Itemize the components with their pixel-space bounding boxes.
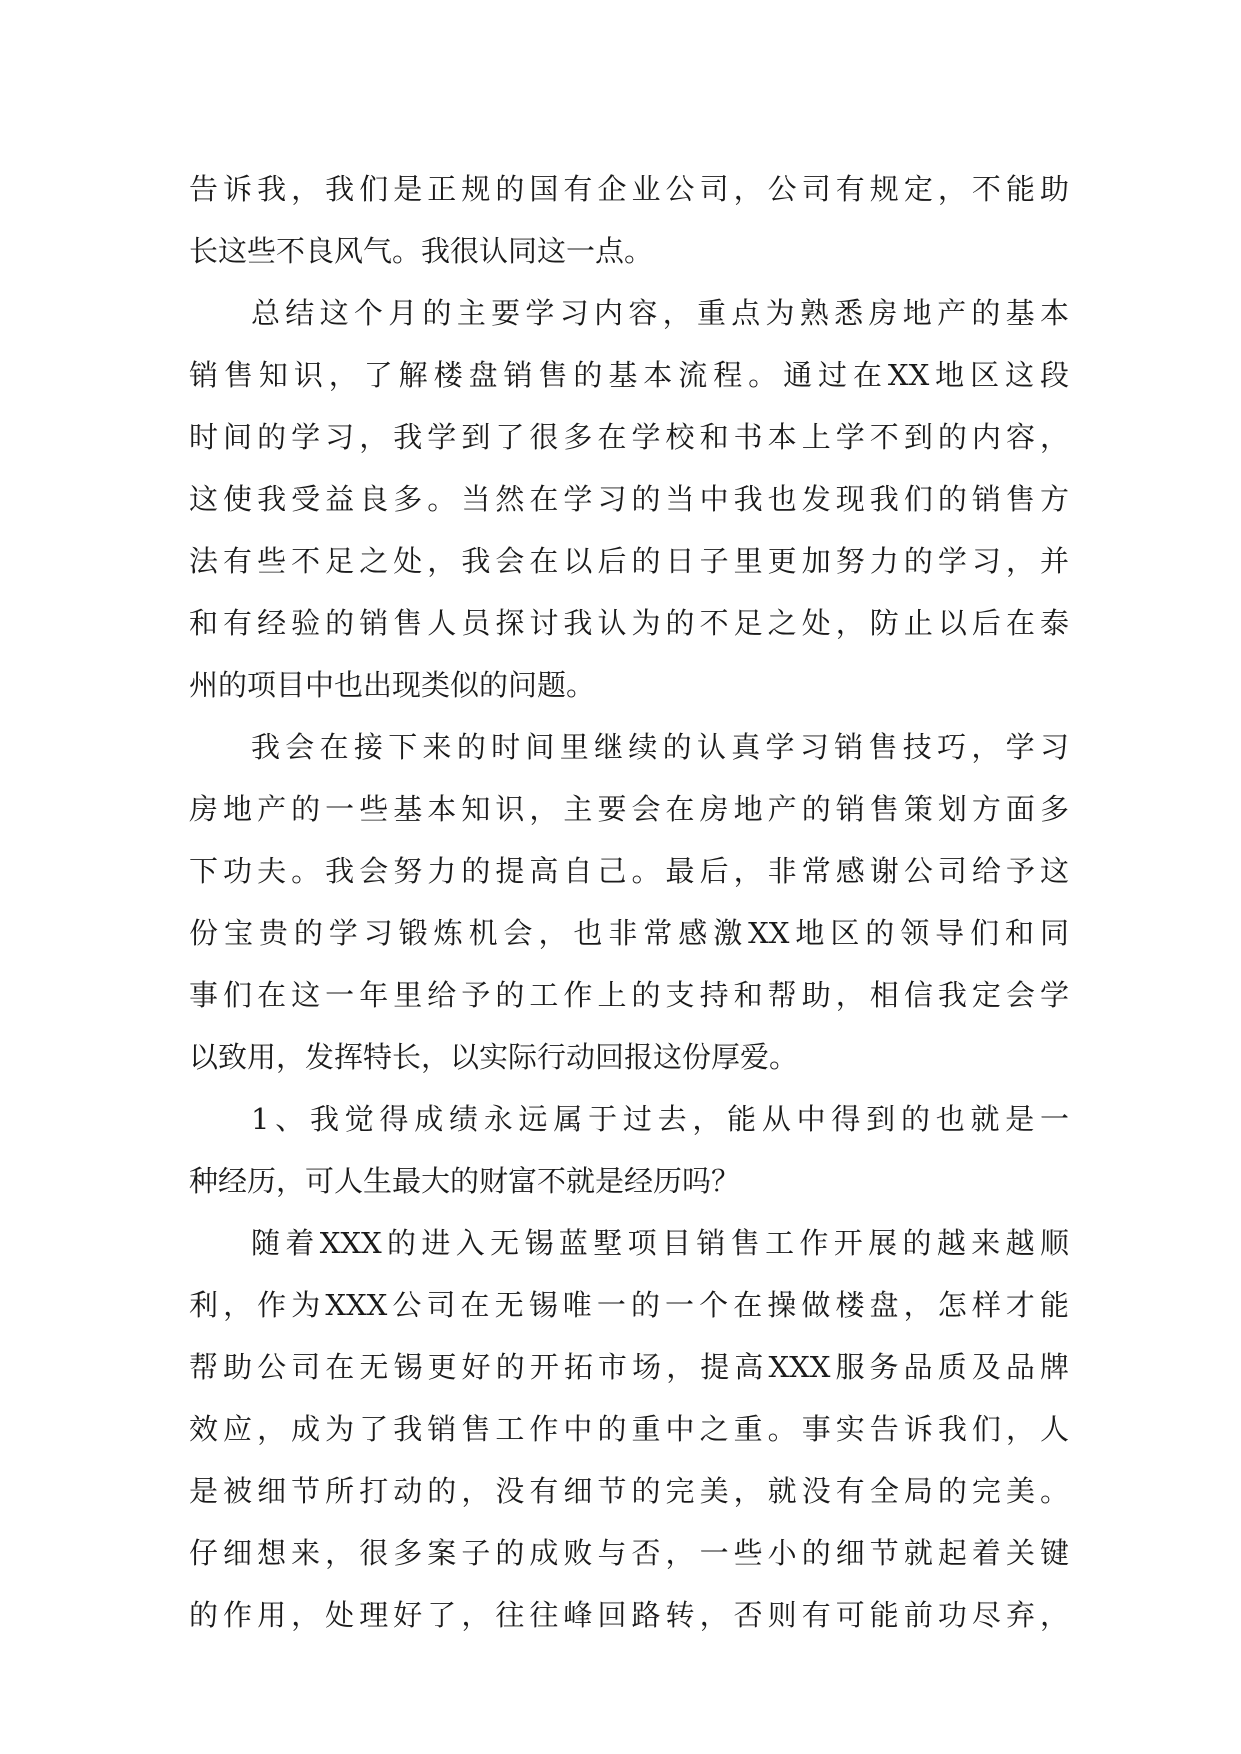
text-line: 事们在这一年里给予的工作上的支持和帮助，相信我定会学 bbox=[189, 978, 1069, 1012]
text-line: 时间的学习，我学到了很多在学校和书本上学不到的内容， bbox=[189, 420, 1069, 454]
text-line: 总结这个月的主要学习内容，重点为熟悉房地产的基本 bbox=[251, 296, 1069, 330]
text-line: 的作用，处理好了，往往峰回路转，否则有可能前功尽弃， bbox=[189, 1598, 1069, 1632]
text-line: 效应，成为了我销售工作中的重中之重。事实告诉我们，人 bbox=[189, 1412, 1069, 1446]
text-line: 这使我受益良多。当然在学习的当中我也发现我们的销售方 bbox=[189, 482, 1069, 516]
text-line: 告诉我，我们是正规的国有企业公司，公司有规定，不能助 bbox=[189, 172, 1069, 206]
text-line: 种经历，可人生最大的财富不就是经历吗？ bbox=[189, 1164, 741, 1198]
text-line: 房地产的一些基本知识，主要会在房地产的销售策划方面多 bbox=[189, 792, 1069, 826]
text-line: 长这些不良风气。我很认同这一点。 bbox=[189, 234, 654, 268]
text-line: 州的项目中也出现类似的问题。 bbox=[189, 668, 596, 702]
text-line: 仔细想来，很多案子的成败与否，一些小的细节就起着关键 bbox=[189, 1536, 1069, 1570]
text-line: 是被细节所打动的，没有细节的完美，就没有全局的完美。 bbox=[189, 1474, 1069, 1508]
text-line: 销售知识，了解楼盘销售的基本流程。通过在XX地区这段 bbox=[189, 358, 1069, 392]
text-line: 以致用，发挥特长，以实际行动回报这份厚爱。 bbox=[189, 1040, 799, 1074]
text-line: 和有经验的销售人员探讨我认为的不足之处，防止以后在泰 bbox=[189, 606, 1069, 640]
text-line: 利，作为XXX公司在无锡唯一的一个在操做楼盘，怎样才能 bbox=[189, 1288, 1069, 1322]
text-line: 下功夫。我会努力的提高自己。最后，非常感谢公司给予这 bbox=[189, 854, 1069, 888]
text-line: 随着XXX的进入无锡蓝墅项目销售工作开展的越来越顺 bbox=[251, 1226, 1069, 1260]
text-line: 我会在接下来的时间里继续的认真学习销售技巧，学习 bbox=[251, 730, 1069, 764]
body-text bbox=[189, 158, 1069, 1646]
text-line: 份宝贵的学习锻炼机会，也非常感激XX地区的领导们和同 bbox=[189, 916, 1069, 950]
text-line: 帮助公司在无锡更好的开拓市场，提高XXX服务品质及品牌 bbox=[189, 1350, 1069, 1384]
text-line: 1、我觉得成绩永远属于过去，能从中得到的也就是一 bbox=[251, 1102, 1069, 1136]
text-line: 法有些不足之处，我会在以后的日子里更加努力的学习，并 bbox=[189, 544, 1069, 578]
